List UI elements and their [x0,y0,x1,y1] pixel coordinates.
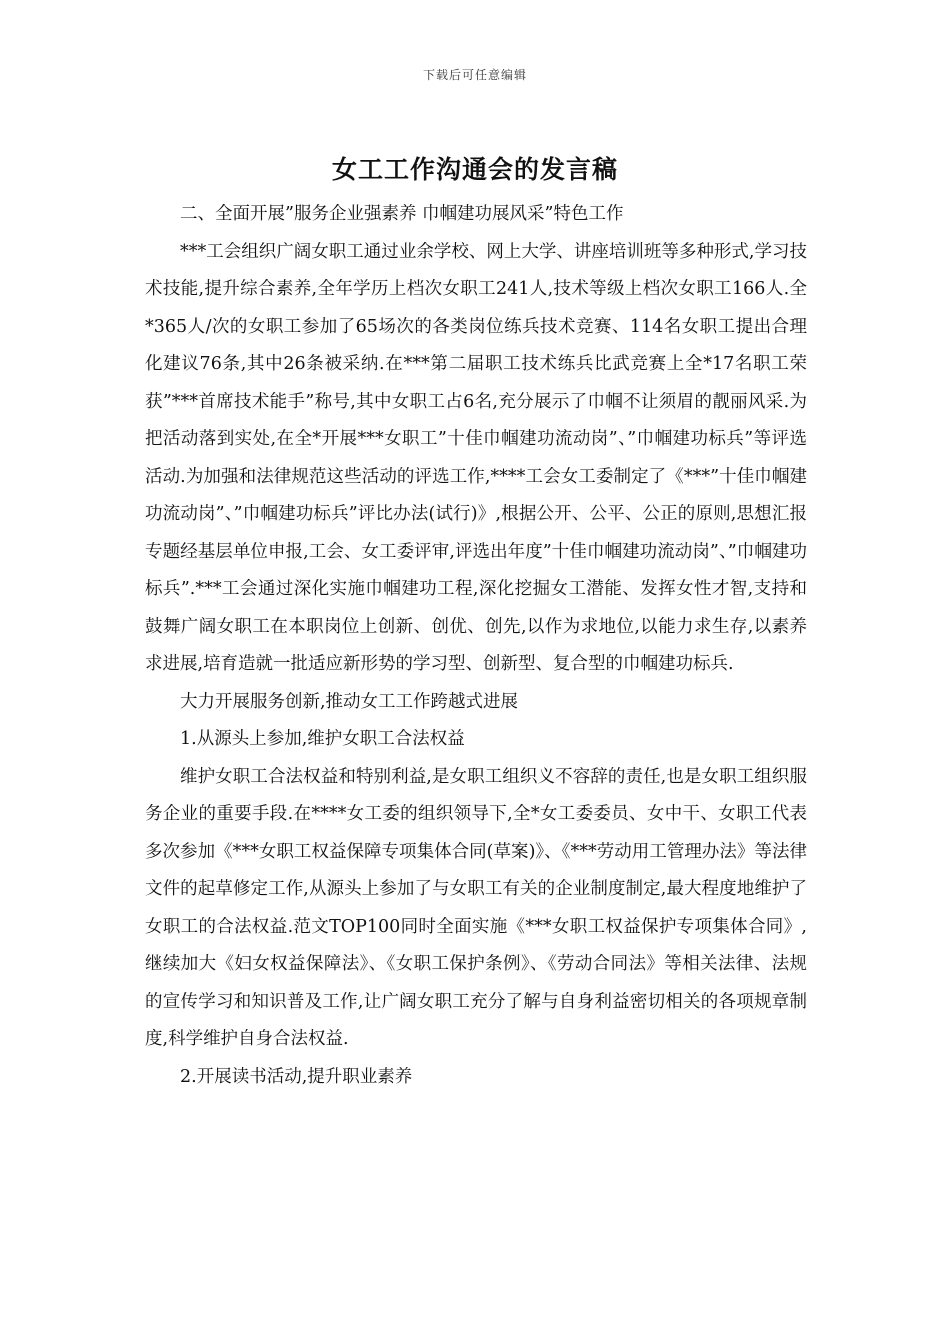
subsection-heading-paragraph: 1.从源头上参加,维护女职工合法权益 [180,729,465,749]
section-heading-paragraph: 大力开展服务创新,推动女工工作跨越式进展 [180,691,519,712]
body-paragraph: ***工会组织广阔女职工通过业余学校、网上大学、讲座培训班等多种形式,学习技术技能,提升综合素养,全年学历上档次女职工241人,技术等级上档次女职工166人.全*365人/次的女职工参加了65场次的各类岗位练兵技术竞赛、114名女职工提出合理化建议76条,其中26条被采纳.在***第二届职工技术练兵比武竞赛上全*17名职工荣获”***首席技术能手”称号,其中女职工占6名,充分展示了巾帼不让须眉的靓丽风采.为把活动落到实处,在全*开展***女职工”十佳巾帼建功流动岗”、”巾帼建功标兵”等评选活动.为加强和法律规范这些活动的评选工作,****工会女工委制定了《***”十佳巾帼建功流动岗”、”巾帼建功标兵”评比办法(试行)》,根据公开、公平、公正的原则,思想汇报专题经基层单位申报,工会、女工委评审,评选出年度”十佳巾帼建功流动岗”、”巾帼建功标兵”.***工会通过深化实施巾帼建功工程,深化挖掘女工潜能、发挥女性才智,支持和鼓舞广阔女职工在本职岗位上创新、创优、创先,以作为求地位,以能力求生存,以素养求进展,培育造就一批适应新形势的学习型、创新型、复合型的巾帼建功标兵. [145,241,807,674]
document-title: 女工工作沟通会的发言稿 [331,155,618,184]
document-body [145,196,807,1096]
body-paragraph: 维护女职工合法权益和特别利益,是女职工组织义不容辞的责任,也是女职工组织服务企业的重要手段.在****女工委的组织领导下,全*女工委委员、女中干、女职工代表多次参加《***女职工权益保障专项集体合同(草案)》、《***劳动用工管理办法》等法律文件的起草修定工作,从源头上参加了与女职工有关的企业制度制定,最大程度地维护了女职工的合法权益.范文TOP100同时全面实施《***女职工权益保护专项集体合同》,继续加大《妇女权益保障法》、《女职工保护条例》、《劳动合同法》等相关法律、法规的宣传学习和知识普及工作,让广阔女职工充分了解与自身利益密切相关的各项规章制度,科学维护自身合法权益. [145,766,807,1049]
header-note: 下载后可任意编辑 [422,68,527,82]
section-heading-paragraph: 二、全面开展”服务企业强素养 巾帼建功展风采”特色工作 [180,204,624,224]
subsection-heading-paragraph: 2.开展读书活动,提升职业素养 [180,1066,413,1087]
